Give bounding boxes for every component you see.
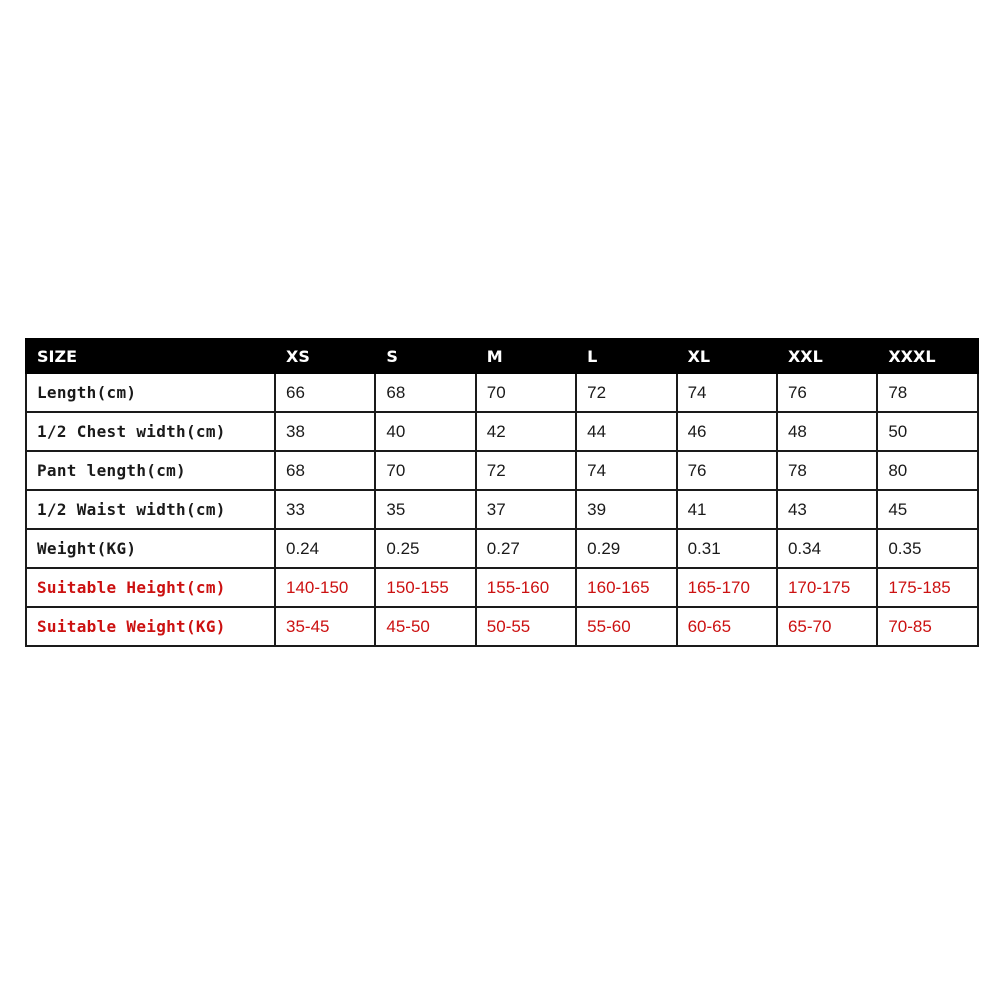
table-cell: 48 [777, 412, 877, 451]
header-size-l: L [576, 339, 676, 373]
table-cell: 80 [877, 451, 977, 490]
table-cell: 68 [375, 373, 475, 412]
row-length [26, 373, 978, 412]
table-cell: 72 [476, 451, 576, 490]
header-size-xxl: XXL [777, 339, 877, 373]
table-cell: 78 [777, 451, 877, 490]
table-cell: 0.29 [576, 529, 676, 568]
table-cell: 0.31 [677, 529, 777, 568]
table-cell: 35 [375, 490, 475, 529]
table-cell: 0.35 [877, 529, 977, 568]
table-cell: 37 [476, 490, 576, 529]
row-suitable-height [26, 568, 978, 607]
table-cell: 150-155 [375, 568, 475, 607]
table-cell: 45 [877, 490, 977, 529]
row-label: Pant length(cm) [26, 451, 275, 490]
table-cell: 66 [275, 373, 375, 412]
table-cell: 74 [576, 451, 676, 490]
table-cell: 155-160 [476, 568, 576, 607]
row-label: 1/2 Chest width(cm) [26, 412, 275, 451]
table-cell: 78 [877, 373, 977, 412]
header-size-xl: XL [677, 339, 777, 373]
row-waist-width [26, 490, 978, 529]
table-cell: 68 [275, 451, 375, 490]
table-cell: 76 [677, 451, 777, 490]
table-cell: 70-85 [877, 607, 977, 646]
row-weight [26, 529, 978, 568]
row-label: Length(cm) [26, 373, 275, 412]
row-chest-width [26, 412, 978, 451]
table-cell: 45-50 [375, 607, 475, 646]
table-cell: 43 [777, 490, 877, 529]
table-cell: 39 [576, 490, 676, 529]
table-cell: 42 [476, 412, 576, 451]
size-chart-header [26, 339, 978, 373]
table-cell: 70 [375, 451, 475, 490]
table-cell: 0.24 [275, 529, 375, 568]
table-cell: 74 [677, 373, 777, 412]
header-size-m: M [476, 339, 576, 373]
table-cell: 60-65 [677, 607, 777, 646]
row-label: Suitable Height(cm) [26, 568, 275, 607]
header-size-s: S [375, 339, 475, 373]
table-cell: 46 [677, 412, 777, 451]
row-label: Suitable Weight(KG) [26, 607, 275, 646]
size-chart-table [25, 338, 979, 647]
header-size-xs: XS [275, 339, 375, 373]
size-chart-body [26, 373, 978, 646]
table-cell: 160-165 [576, 568, 676, 607]
table-cell: 41 [677, 490, 777, 529]
table-cell: 38 [275, 412, 375, 451]
table-cell: 70 [476, 373, 576, 412]
table-cell: 0.25 [375, 529, 475, 568]
table-cell: 35-45 [275, 607, 375, 646]
table-cell: 0.34 [777, 529, 877, 568]
table-cell: 55-60 [576, 607, 676, 646]
table-cell: 50-55 [476, 607, 576, 646]
table-cell: 72 [576, 373, 676, 412]
row-label: Weight(KG) [26, 529, 275, 568]
table-cell: 65-70 [777, 607, 877, 646]
table-cell: 165-170 [677, 568, 777, 607]
table-cell: 175-185 [877, 568, 977, 607]
row-label: 1/2 Waist width(cm) [26, 490, 275, 529]
row-pant-length [26, 451, 978, 490]
table-cell: 44 [576, 412, 676, 451]
table-cell: 0.27 [476, 529, 576, 568]
header-size-xxxl: XXXL [877, 339, 977, 373]
table-cell: 33 [275, 490, 375, 529]
header-size-label: SIZE [26, 339, 275, 373]
table-cell: 170-175 [777, 568, 877, 607]
table-cell: 140-150 [275, 568, 375, 607]
table-cell: 50 [877, 412, 977, 451]
table-cell: 40 [375, 412, 475, 451]
header-row [26, 339, 978, 373]
table-cell: 76 [777, 373, 877, 412]
row-suitable-weight [26, 607, 978, 646]
